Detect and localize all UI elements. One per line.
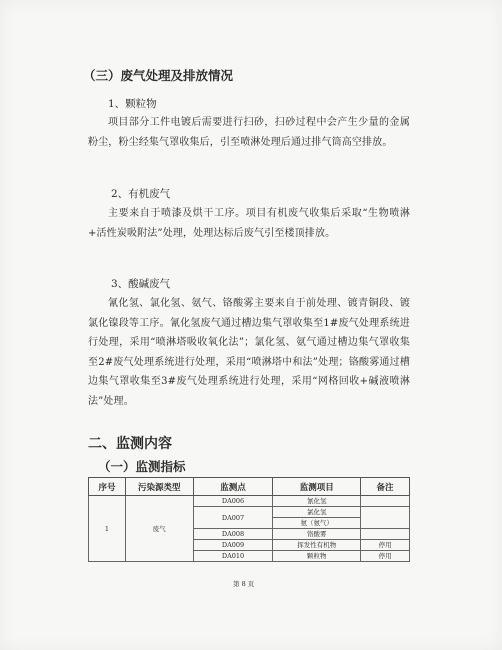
header-source-type: 污染源类型 (125, 478, 193, 496)
section-title-monitoring: 二、监测内容 (88, 436, 172, 452)
item-heading-acid-base: 3、酸碱废气 (111, 278, 171, 290)
monitoring-table (88, 477, 410, 562)
cell-point: DA009 (193, 540, 273, 551)
section-subtitle-indicators: （一）监测指标 (98, 459, 186, 474)
cell-item: 挥发性有机物 (273, 540, 361, 551)
cell-note (361, 507, 410, 529)
cell-item: 氯化氢 (273, 507, 361, 518)
table-header-row (89, 478, 410, 496)
cell-point: DA007 (193, 507, 273, 529)
cell-point: DA008 (193, 529, 273, 540)
header-item: 监测项目 (273, 478, 361, 496)
cell-seq: 1 (89, 496, 126, 562)
section-title-waste-gas: （三）废气处理及排放情况 (83, 68, 234, 83)
header-seq: 序号 (89, 478, 126, 496)
cell-point: DA010 (193, 551, 273, 562)
item-heading-organic: 2、有机废气 (111, 188, 171, 200)
item-text-acid-base: 氰化氢、氯化氢、氨气、铬酸雾主要来自于前处理、镀青铜段、镀氯化镍段等工序。氰化氢废气通过槽边集气罩收集至1#废气处理系统进行处理，采用“喷淋塔吸收氧化法”；氯化氢、氨气通过槽边集气罩收集至2#废气处理系统进行处理，采用“喷淋塔中和法”处理；铬酸雾通过槽边集气罩收集至3#废气处理系统进行处理，采用“网格回收+碱液喷淋法”处理。 (88, 298, 410, 407)
cell-item: 氨（氨气） (273, 518, 361, 529)
page-number: 第 8 页 (233, 580, 255, 588)
table-row (89, 496, 410, 507)
header-point: 监测点 (193, 478, 273, 496)
cell-source-type: 废气 (125, 496, 193, 562)
cell-note (361, 496, 410, 507)
cell-note: 停用 (361, 551, 410, 562)
cell-note: 停用 (361, 540, 410, 551)
header-note: 备注 (361, 478, 410, 496)
item-text-particulate: 项目部分工件电镀后需要进行扫砂，扫砂过程中会产生少量的金属粉尘，粉尘经集气罩收集后，引至喷淋处理后通过排气筒高空排放。 (88, 117, 410, 148)
cell-note (361, 529, 410, 540)
cell-item: 颗粒物 (273, 551, 361, 562)
cell-item: 铬酸雾 (273, 529, 361, 540)
cell-point: DA006 (193, 496, 273, 507)
item-text-organic: 主要来自于喷漆及烘干工序。项目有机废气收集后采取“生物喷淋+活性炭吸附法”处理，处理达标后废气引至楼顶排放。 (88, 208, 410, 239)
cell-item: 氰化氢 (273, 496, 361, 507)
item-heading-particulate: 1、颗粒物 (108, 98, 157, 110)
